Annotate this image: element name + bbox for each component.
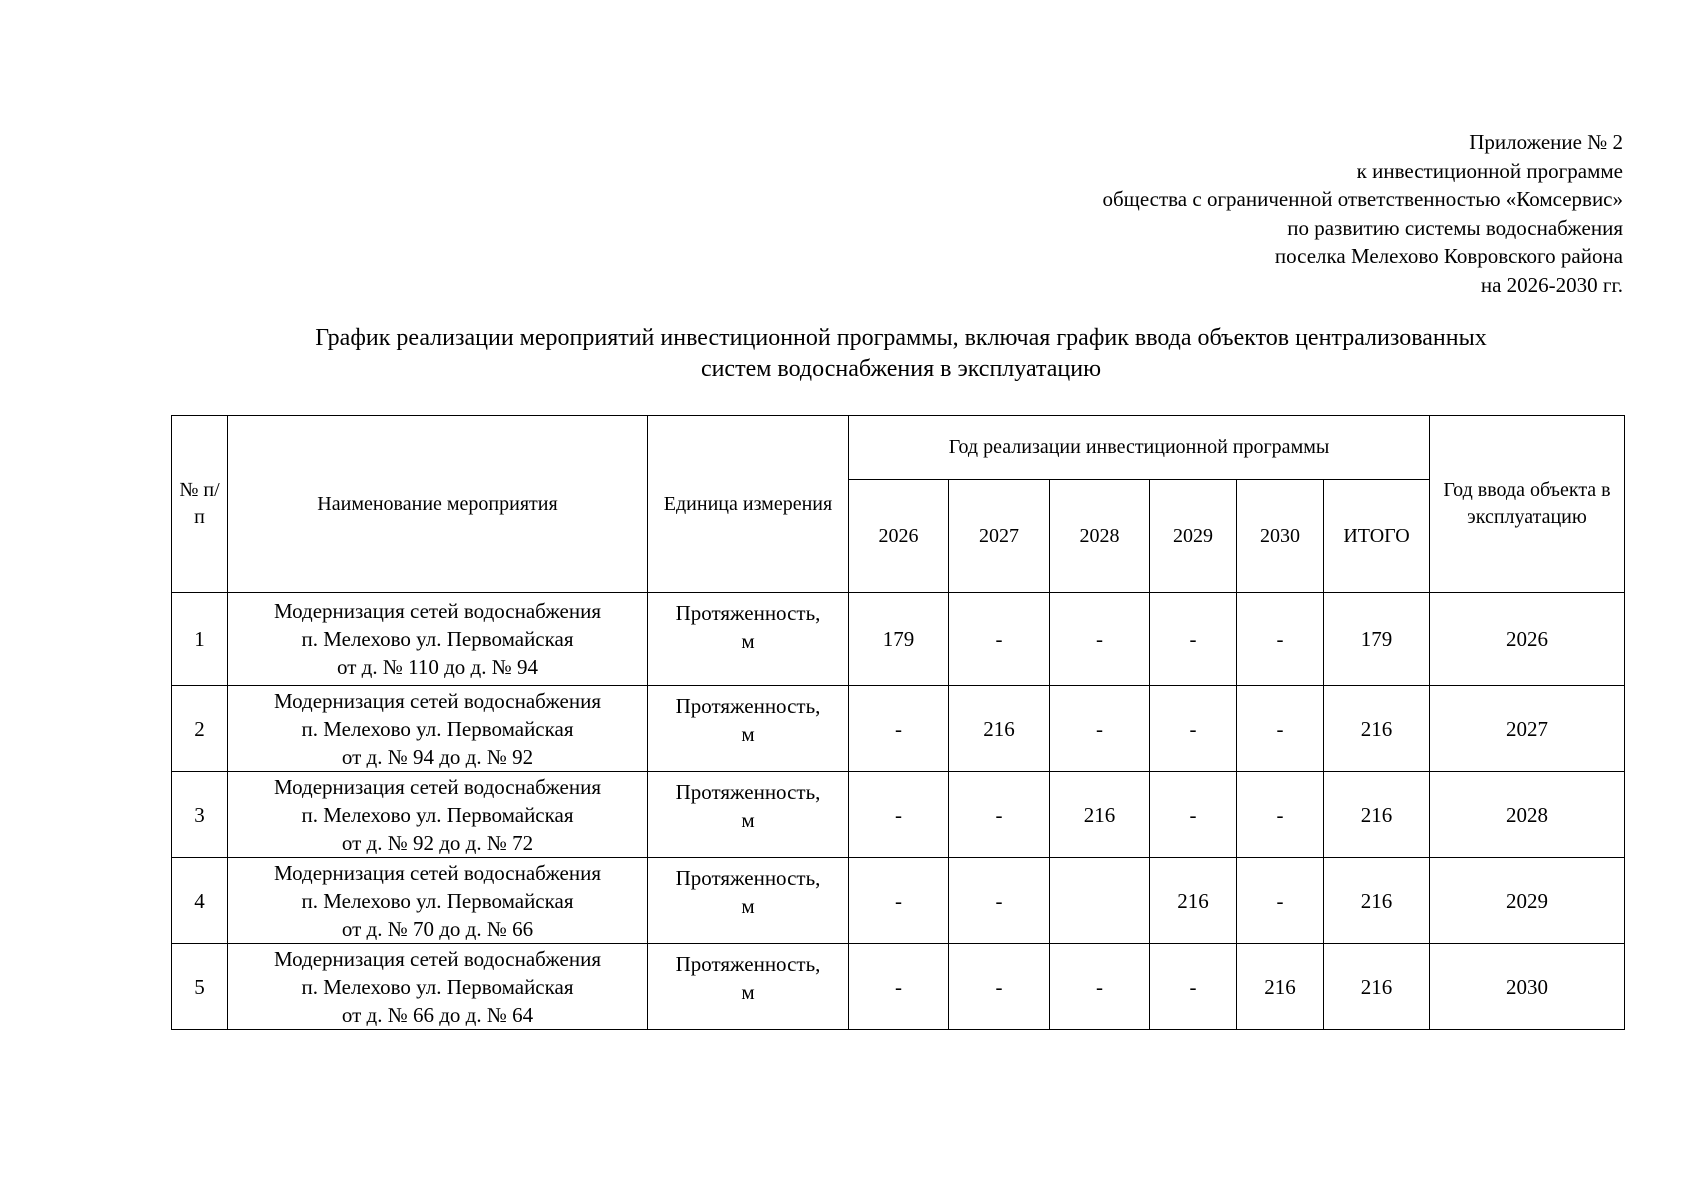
- row-unit: [648, 772, 849, 858]
- row-value-2030: -: [1237, 686, 1324, 772]
- row-name-line: от д. № 70 до д. № 66: [341, 916, 534, 941]
- header-unit: Единица измерения: [648, 416, 849, 593]
- row-unit-line: Протяженность,: [675, 601, 821, 625]
- appendix-line: Приложение № 2: [1469, 130, 1623, 154]
- row-unit: [648, 944, 849, 1030]
- header-row: [172, 416, 1625, 480]
- row-value-2027: -: [949, 772, 1050, 858]
- row-unit-line: м: [741, 808, 755, 832]
- row-unit-line: м: [741, 894, 755, 918]
- row-value-2030: -: [1237, 858, 1324, 944]
- header-year-group: Год реализации инвестиционной программы: [849, 416, 1430, 480]
- header-year: 2027: [949, 480, 1050, 593]
- row-value-2029: 216: [1150, 858, 1237, 944]
- appendix-line: на 2026-2030 гг.: [1480, 272, 1623, 297]
- row-unit: [648, 858, 849, 944]
- row-name-line: Модернизация сетей водоснабжения: [273, 774, 602, 799]
- document-title: [170, 323, 1632, 385]
- row-name: [228, 686, 648, 772]
- row-total: 216: [1324, 772, 1430, 858]
- row-name: [228, 858, 648, 944]
- row-value-2026: 179: [849, 593, 949, 686]
- header-year: 2026: [849, 480, 949, 593]
- row-unit-line: м: [741, 980, 755, 1004]
- row-name-line: Модернизация сетей водоснабжения: [273, 688, 602, 713]
- row-value-2028: [1050, 858, 1150, 944]
- row-value-2029: -: [1150, 686, 1237, 772]
- row-total: 216: [1324, 686, 1430, 772]
- row-num: 4: [172, 858, 228, 944]
- header-num: № п/п: [172, 416, 228, 593]
- row-num: 3: [172, 772, 228, 858]
- table-header: [172, 416, 1625, 593]
- appendix-block: [1102, 128, 1623, 299]
- row-value-2029: -: [1150, 593, 1237, 686]
- header-year: 2028: [1050, 480, 1150, 593]
- row-total: 216: [1324, 944, 1430, 1030]
- row-value-2028: -: [1050, 593, 1150, 686]
- row-unit: [648, 686, 849, 772]
- row-name-line: Модернизация сетей водоснабжения: [273, 860, 602, 885]
- row-value-2027: -: [949, 858, 1050, 944]
- row-unit-line: Протяженность,: [675, 866, 821, 890]
- row-name-line: от д. № 66 до д. № 64: [341, 1002, 534, 1027]
- header-commission: Год ввода объекта в эксплуатацию: [1430, 416, 1625, 593]
- row-name-line: п. Мелехово ул. Первомайская: [301, 974, 574, 999]
- document-title-line: График реализации мероприятий инвестиционной программы, включая график ввода объектов централизованных: [315, 325, 1487, 351]
- row-value-2030: -: [1237, 772, 1324, 858]
- row-name-line: от д. № 110 до д. № 94: [337, 655, 538, 679]
- row-name-line: от д. № 92 до д. № 72: [341, 830, 534, 855]
- table-row: [172, 944, 1625, 1030]
- appendix-line: общества с ограниченной ответственностью «Комсервис»: [1102, 187, 1623, 211]
- row-num: 2: [172, 686, 228, 772]
- row-value-2027: 216: [949, 686, 1050, 772]
- row-value-2030: -: [1237, 593, 1324, 686]
- row-total: 179: [1324, 593, 1430, 686]
- row-value-2027: -: [949, 944, 1050, 1030]
- header-year: 2029: [1150, 480, 1237, 593]
- row-name-line: п. Мелехово ул. Первомайская: [301, 716, 574, 741]
- row-value-2028: 216: [1050, 772, 1150, 858]
- row-name-line: Модернизация сетей водоснабжения: [273, 946, 602, 971]
- row-commission-year: 2028: [1430, 772, 1625, 858]
- row-value-2029: -: [1150, 944, 1237, 1030]
- row-unit-line: Протяженность,: [675, 952, 821, 976]
- row-num: 5: [172, 944, 228, 1030]
- row-value-2028: -: [1050, 944, 1150, 1030]
- row-total: 216: [1324, 858, 1430, 944]
- row-unit-line: м: [741, 629, 755, 653]
- appendix-line: по развитию системы водоснабжения: [1287, 215, 1623, 240]
- implementation-schedule-table: [171, 415, 1625, 1030]
- row-value-2026: -: [849, 858, 949, 944]
- row-name-line: п. Мелехово ул. Первомайская: [301, 802, 574, 827]
- appendix-line: к инвестиционной программе: [1356, 158, 1623, 183]
- header-total: ИТОГО: [1324, 480, 1430, 593]
- row-name-line: от д. № 94 до д. № 92: [341, 744, 534, 769]
- row-unit: [648, 593, 849, 686]
- row-unit-line: м: [741, 722, 755, 746]
- appendix-line: поселка Мелехово Ковровского района: [1274, 244, 1623, 268]
- row-name: [228, 593, 648, 686]
- table-row: [172, 593, 1625, 686]
- row-name-line: п. Мелехово ул. Первомайская: [301, 627, 574, 651]
- table-body: [172, 593, 1625, 1030]
- row-commission-year: 2026: [1430, 593, 1625, 686]
- row-value-2030: 216: [1237, 944, 1324, 1030]
- row-commission-year: 2027: [1430, 686, 1625, 772]
- document-title-line: систем водоснабжения в эксплуатацию: [700, 356, 1102, 382]
- row-commission-year: 2030: [1430, 944, 1625, 1030]
- table-row: [172, 858, 1625, 944]
- row-name: [228, 944, 648, 1030]
- row-value-2026: -: [849, 772, 949, 858]
- row-value-2028: -: [1050, 686, 1150, 772]
- row-value-2026: -: [849, 944, 949, 1030]
- header-name: Наименование мероприятия: [228, 416, 648, 593]
- header-year: 2030: [1237, 480, 1324, 593]
- row-value-2027: -: [949, 593, 1050, 686]
- row-name-line: п. Мелехово ул. Первомайская: [301, 888, 574, 913]
- row-value-2026: -: [849, 686, 949, 772]
- row-name-line: Модернизация сетей водоснабжения: [273, 599, 602, 623]
- table-row: [172, 772, 1625, 858]
- row-unit-line: Протяженность,: [675, 694, 821, 718]
- table-row: [172, 686, 1625, 772]
- row-name: [228, 772, 648, 858]
- row-value-2029: -: [1150, 772, 1237, 858]
- row-commission-year: 2029: [1430, 858, 1625, 944]
- row-unit-line: Протяженность,: [675, 780, 821, 804]
- row-num: 1: [172, 593, 228, 686]
